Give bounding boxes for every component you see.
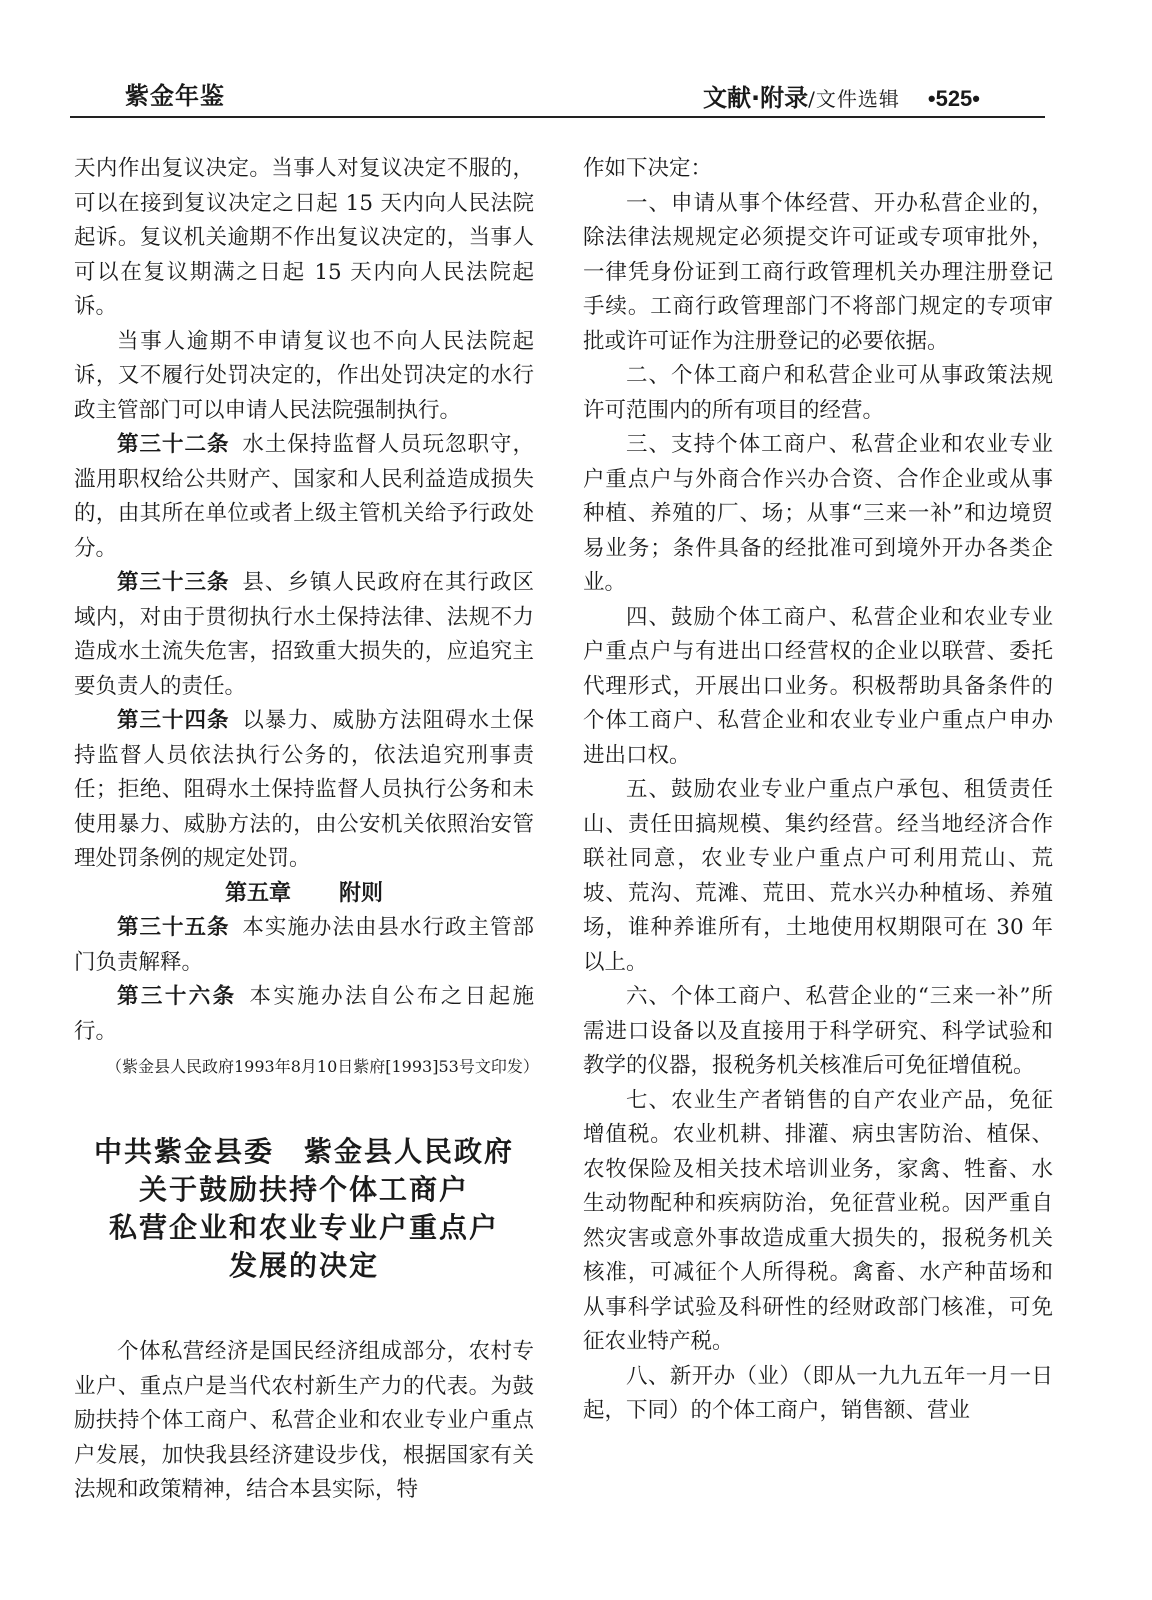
article-text: 水土保持监督人员玩忽职守，滥用职权给公共财产、国家和人民利益造成损失的，由其所在单位或者上级主管机关给予行政处分。 <box>74 432 534 561</box>
decision-item-2: 二、个体工商户和私营企业可从事政策法规许可范围内的所有项目的经营。 <box>583 363 1053 423</box>
article-33 <box>74 566 534 704</box>
article-label: 第三十四条 <box>117 708 230 733</box>
chapter-heading <box>74 877 534 912</box>
article-32 <box>74 428 534 566</box>
title-line: 中共紫金县委 紫金县人民政府 <box>93 1135 514 1168</box>
article-34 <box>74 704 534 877</box>
left-column <box>74 152 539 1508</box>
chapter-title: 附则 <box>339 880 384 906</box>
running-header <box>70 70 1045 118</box>
issuance-note: （紫金县人民政府1993年8月10日紫府[1993]53号文印发） <box>106 1057 539 1076</box>
subsection-name: /文件选辑 <box>808 87 900 111</box>
page-number: •525• <box>927 86 980 111</box>
article-text: 县、乡镇人民政府在其行政区域内，对由于贯彻执行水土保持法律、法规不力造成水土流失危害，招致重大损失的，应追究主要负责人的责任。 <box>74 570 534 699</box>
decision-item-3: 三、支持个体工商户、私营企业和农业专业户重点户与外商合作兴办合资、合作企业或从事种植、养殖的厂、场；从事“三来一补”和边境贸易业务；条件具备的经批准可到境外开办各类企业。 <box>583 432 1053 595</box>
paragraph: 作如下决定： <box>583 156 713 181</box>
paragraph: 天内作出复议决定。当事人对复议决定不服的，可以在接到复议决定之日起 15 天内向人民法院起诉。复议机关逾期不作出复议决定的，当事人可以在复议期满之日起 15 天内向人民法院起诉。 <box>74 156 534 319</box>
decision-item-4: 四、鼓励个体工商户、私营企业和农业专业户重点户与有进出口经营权的企业以联营、委托代理形式，开展出口业务。积极帮助具备条件的个体工商户、私营企业和农业专业户重点户申办进出口权。 <box>583 604 1053 768</box>
section-heading <box>703 78 980 113</box>
right-column <box>583 152 1053 1429</box>
document-title <box>74 1133 534 1285</box>
chapter-number: 第五章 <box>224 880 291 906</box>
article-label: 第三十五条 <box>117 915 230 940</box>
article-35 <box>74 911 534 980</box>
decision-item-6: 六、个体工商户、私营企业的“三来一补”所需进口设备以及直接用于科学研究、科学试验和教学的仪器，报税务机关核准后可免征增值税。 <box>583 984 1053 1078</box>
decision-item-5: 五、鼓励农业专业户重点户承包、租赁责任山、责任田搞规模、集约经营。经当地经济合作联社同意，农业专业户重点户可利用荒山、荒坡、荒沟、荒滩、荒田、荒水兴办种植场、养殖场，谁种养谁所有，土地使用权期限可在 30 年以上。 <box>583 777 1053 975</box>
decision-item-7: 七、农业生产者销售的自产农业产品，免征增值税。农业机耕、排灌、病虫害防治、植保、农牧保险及相关技术培训业务，家禽、牲畜、水生动物配种和疾病防治，免征营业税。因严重自然灾害或意外事故造成重大损失的，报税务机关核准，可减征个人所得税。禽畜、水产种苗场和从事科学试验及科研性的经财政部门核准，可免征农业特产税。 <box>583 1087 1053 1354</box>
decision-item-8: 八、新开办（业）（即从一九九五年一月一日起，下同）的个体工商户，销售额、营业 <box>583 1363 1053 1423</box>
title-line: 关于鼓励扶持个体工商户 <box>138 1173 469 1206</box>
title-line: 发展的决定 <box>228 1249 379 1282</box>
article-text: 本实施办法自公布之日起施行。 <box>74 984 534 1044</box>
intro-paragraph: 个体私营经济是国民经济组成部分，农村专业户、重点户是当代农村新生产力的代表。为鼓励扶持个体工商户、私营企业和农业专业户重点户发展，加快我县经济建设步伐，根据国家有关法规和政策精神，结合本县实际，特 <box>74 1339 534 1502</box>
decision-item-1: 一、申请从事个体经营、开办私营企业的，除法律法规规定必须提交许可证或专项审批外，一律凭身份证到工商行政管理机关办理注册登记手续。工商行政管理部门不将部门规定的专项审批或许可证作为注册登记的必要依据。 <box>583 190 1053 354</box>
article-text: 本实施办法由县水行政主管部门负责解释。 <box>74 915 534 975</box>
article-text: 以暴力、威胁方法阻碍水土保持监督人员依法执行公务的，依法追究刑事责任；拒绝、阻碍水土保持监督人员执行公务和未使用暴力、威胁方法的，由公安机关依照治安管理处罚条例的规定处罚。 <box>74 708 534 871</box>
paragraph: 当事人逾期不申请复议也不向人民法院起诉，又不履行处罚决定的，作出处罚决定的水行政主管部门可以申请人民法院强制执行。 <box>74 328 534 423</box>
article-label: 第三十三条 <box>117 570 230 595</box>
article-36 <box>74 980 534 1049</box>
section-name: 文献·附录 <box>703 84 809 112</box>
article-label: 第三十二条 <box>117 432 230 457</box>
title-line: 私营企业和农业专业户重点户 <box>108 1211 499 1244</box>
yearbook-title: 紫金年鉴 <box>125 82 225 110</box>
article-label: 第三十六条 <box>117 984 237 1009</box>
